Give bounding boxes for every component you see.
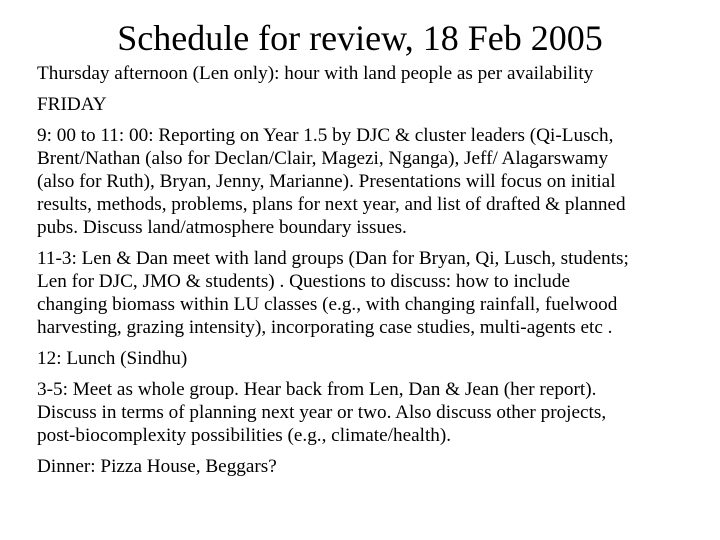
paragraph-line: 9: 00 to 11: 00: Reporting on Year 1.5 by DJC & cluster leaders (Qi-Lusch, <box>37 125 614 146</box>
paragraph-line: changing biomass within LU classes (e.g., with changing rainfall, fuelwood <box>37 294 618 315</box>
paragraph-line: 12: Lunch (Sindhu) <box>37 348 188 369</box>
paragraph-line: harvesting, grazing intensity), incorporating case studies, multi-agents etc . <box>37 317 613 338</box>
paragraph-thursday <box>37 62 713 85</box>
slide-title: Schedule for review, 18 Feb 2005 <box>117 18 603 58</box>
paragraph-line: Len for DJC, JMO & students) . Questions to discuss: how to include <box>37 271 570 292</box>
paragraph-line: FRIDAY <box>37 94 107 115</box>
paragraph-line: Dinner: Pizza House, Beggars? <box>37 456 277 477</box>
paragraph-line: results, methods, problems, plans for next year, and list of drafted & planned <box>37 194 626 215</box>
paragraph-line: 3-5: Meet as whole group. Hear back from Len, Dan & Jean (her report). <box>37 379 597 400</box>
paragraph-line: Discuss in terms of planning next year or two. Also discuss other projects, <box>37 402 607 423</box>
slide-body <box>37 62 713 486</box>
paragraph-line: (also for Ruth), Bryan, Jenny, Marianne). Presentations will focus on initial <box>37 171 616 192</box>
paragraph-line: Thursday afternoon (Len only): hour with land people as per availability <box>37 63 594 84</box>
paragraph-dinner <box>37 455 713 478</box>
paragraph-land-groups <box>37 247 713 339</box>
paragraph-morning-reporting <box>37 124 713 239</box>
paragraph-line: Brent/Nathan (also for Declan/Clair, Magezi, Nganga), Jeff/ Alagarswamy <box>37 148 609 169</box>
paragraph-whole-group <box>37 378 713 447</box>
paragraph-lunch <box>37 347 713 370</box>
paragraph-line: 11-3: Len & Dan meet with land groups (Dan for Bryan, Qi, Lusch, students; <box>37 248 629 269</box>
paragraph-line: pubs. Discuss land/atmosphere boundary issues. <box>37 217 407 238</box>
paragraph-friday-heading <box>37 93 713 116</box>
paragraph-line: post-biocomplexity possibilities (e.g., climate/health). <box>37 425 452 446</box>
